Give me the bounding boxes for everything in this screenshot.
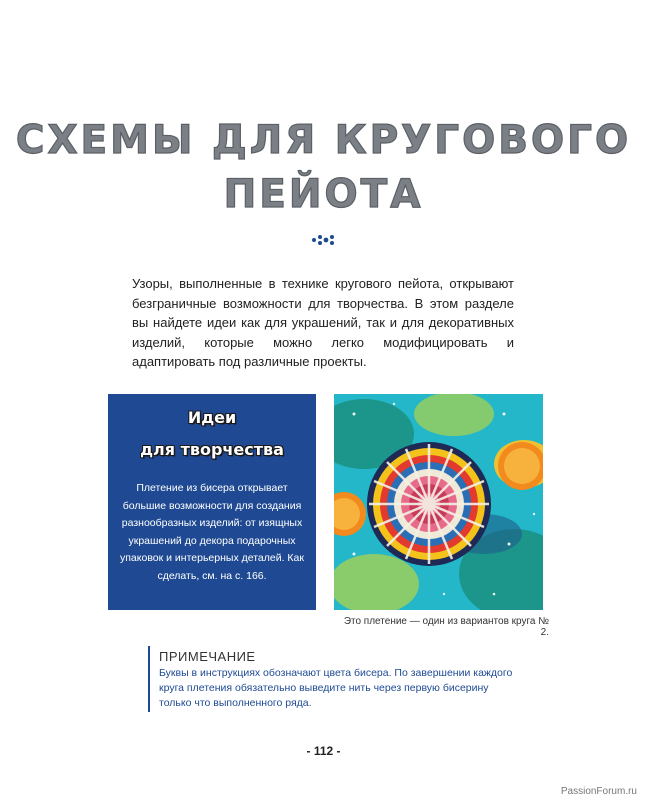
watermark: PassionForum.ru <box>560 786 637 797</box>
note-block <box>148 646 519 712</box>
page-title-line-2: ПЕЙОТА <box>223 172 424 217</box>
page-title-line-1: СХЕМЫ ДЛЯ КРУГОВОГО <box>15 118 632 163</box>
beadwork-photo <box>334 394 543 610</box>
note-heading: ПРИМЕЧАНИЕ <box>159 649 256 664</box>
ornament-dots-icon <box>311 233 337 245</box>
intro-paragraph: Узоры, выполненные в технике кругового пейота, открывают безграничные возможности для творчества. В этом разделе вы найдете идеи как для украшений, так и для декоративных изделий, которые можно легко модифицировать и адаптировать под различные проекты. <box>132 276 514 369</box>
ideas-box-text: Плетение из бисера открывает большие возможности для создания разнообразных изделий: от изящных украшений до декора подарочных упаковок и интерьерных деталей. Как сделать, см. на с. 166. <box>120 482 304 582</box>
ideas-box-subtitle: для творчества <box>140 440 284 459</box>
beadwork-illustration <box>334 394 543 610</box>
page-number: - 112 - <box>306 744 341 758</box>
photo-caption: Это плетение — один из вариантов круга № 2. <box>343 616 549 638</box>
note-text: Буквы в инструкциях обозначают цвета бисера. По завершении каждого круга плетения обязательно выведите нить через первую бисерину только что выполненного ряда. <box>159 667 513 709</box>
ideas-box-title: Идеи <box>187 408 237 427</box>
ideas-box <box>108 394 316 610</box>
